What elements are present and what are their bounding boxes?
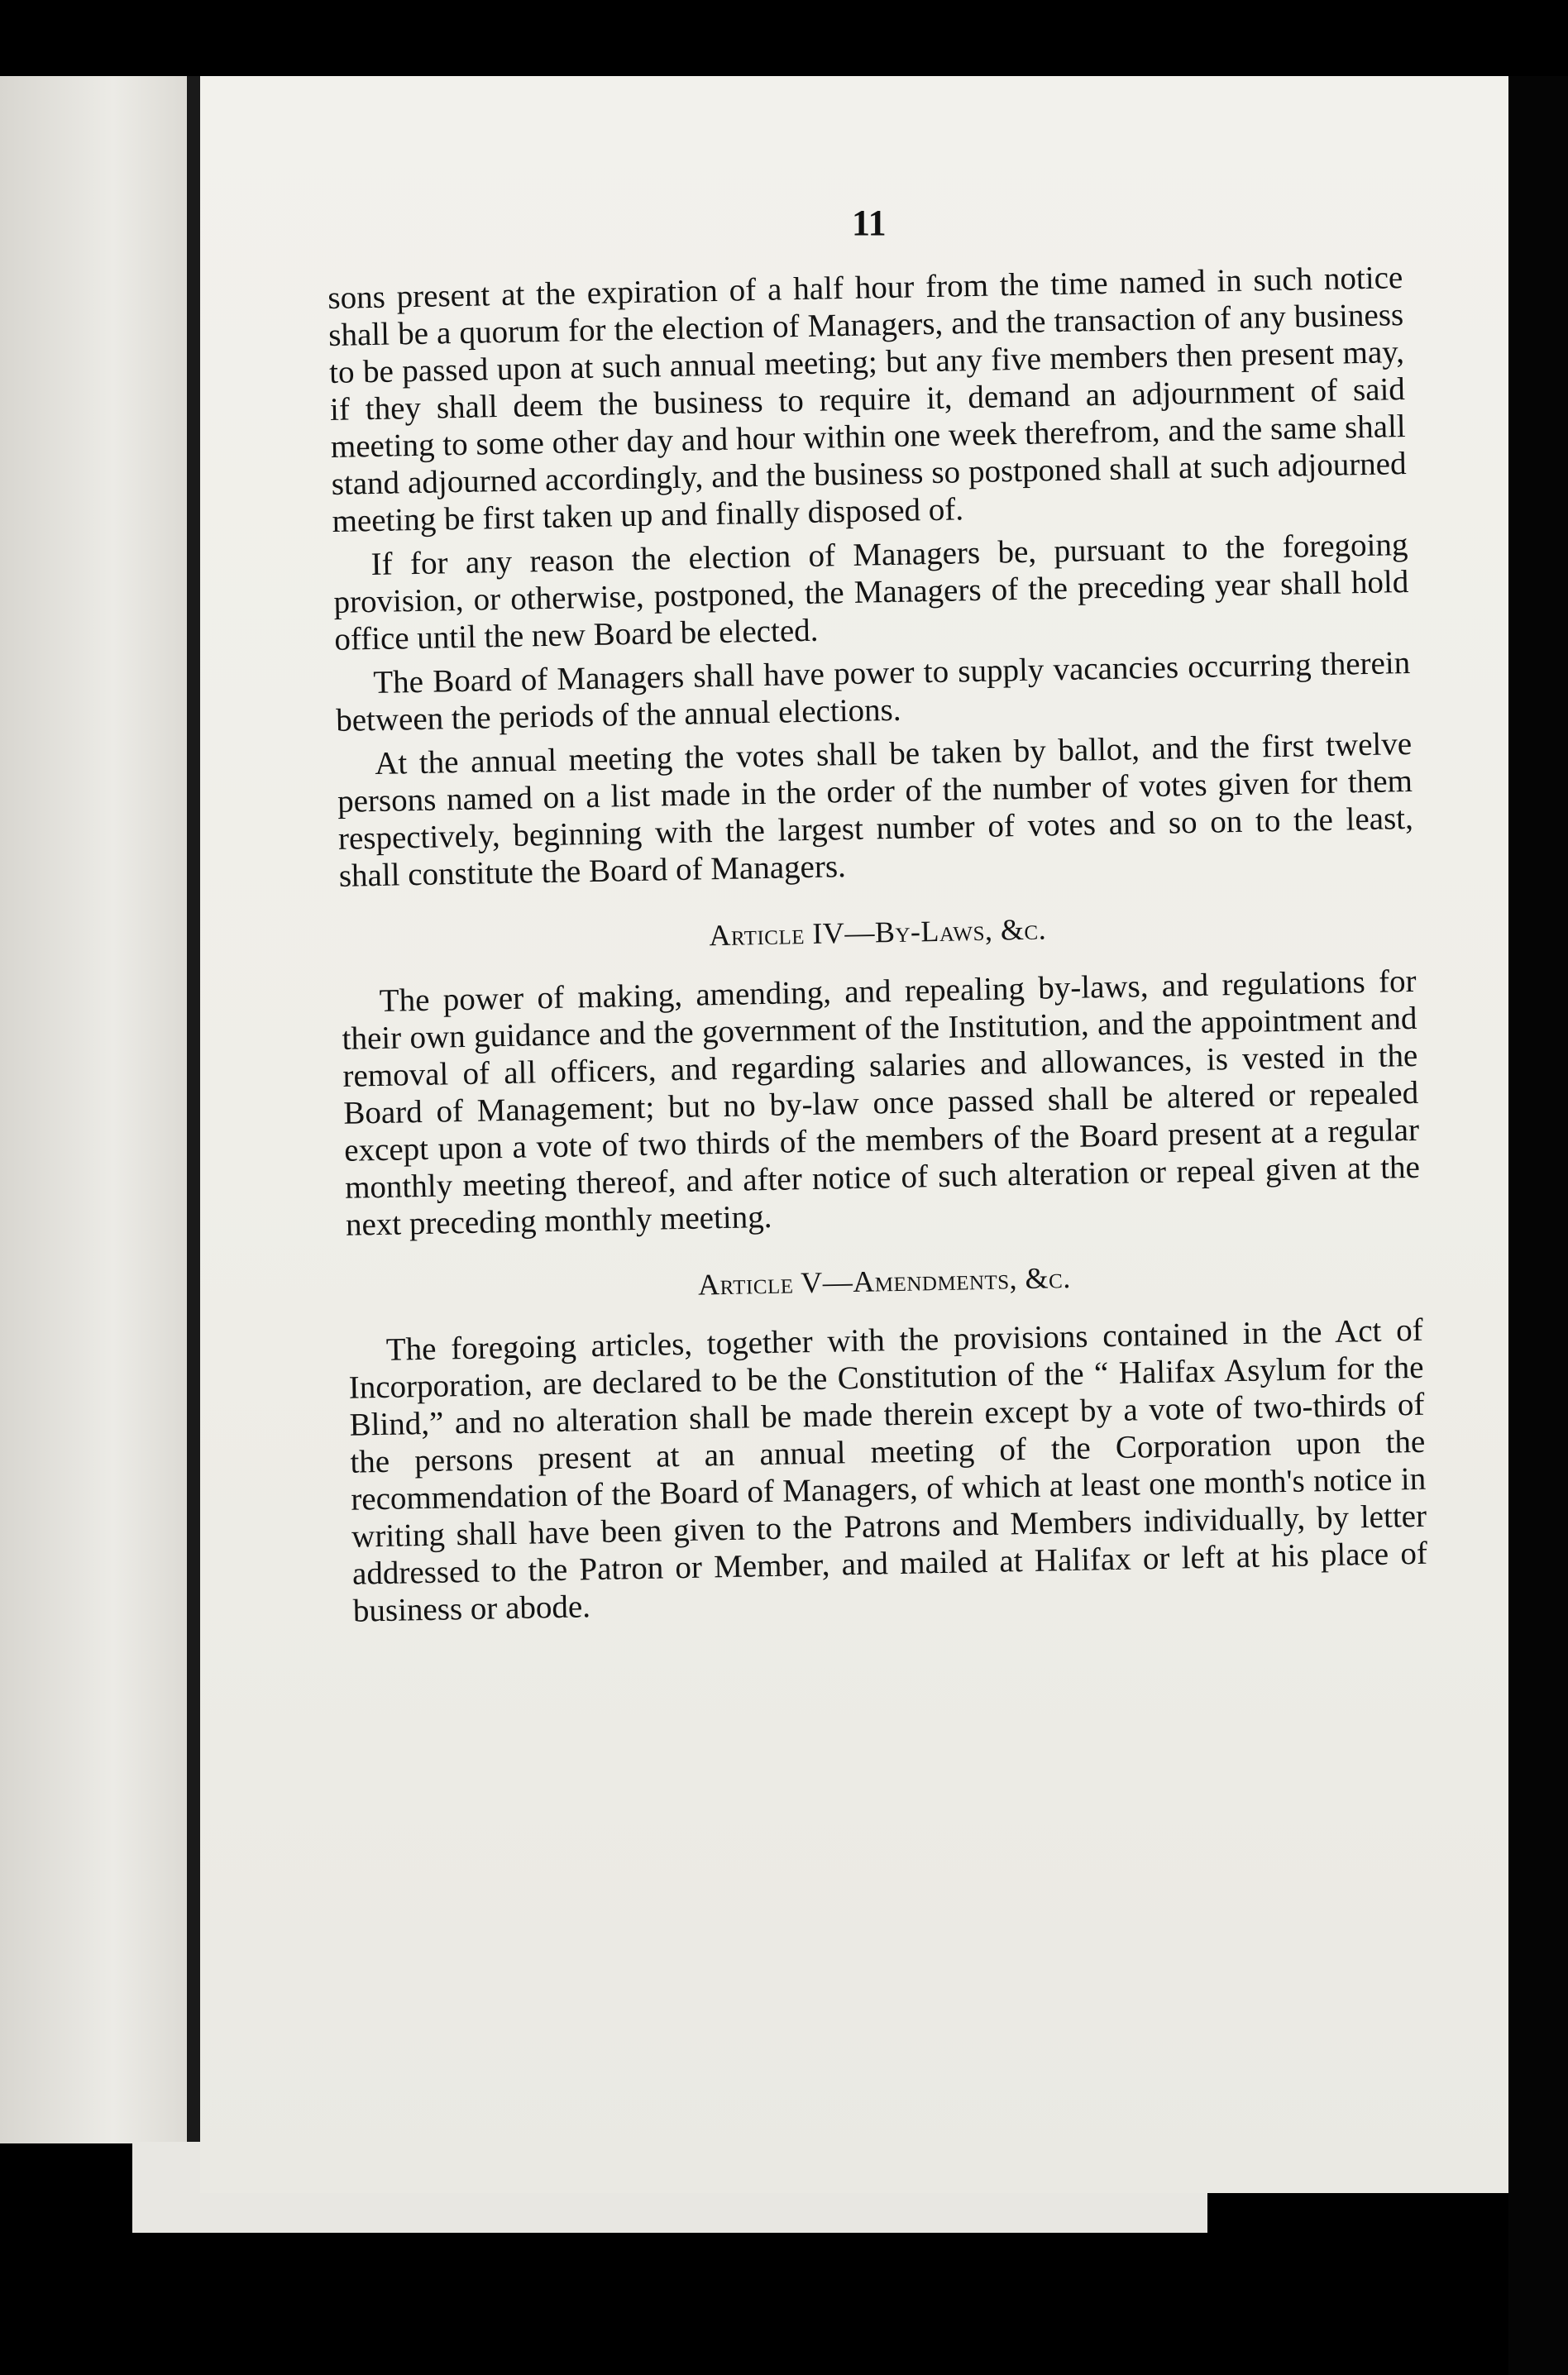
- article-iv-text: The power of making, amending, and repealing by-laws, and regulations for their own guidance and the government of the Institution, and the appointment and removal of all officers, and regarding salaries and allowances, is vested in the Board of Management; but no by-law once passed shall be altered or repealed except upon a vote of two thirds of the members of the Board present at a regular monthly meeting thereof, and after notice of such alteration or repeal given at the next preceding monthly meeting.: [342, 963, 1421, 1243]
- paragraph-ballot: At the annual meeting the votes shall be taken by ballot, and the first twelve persons named on a list made in the order of the number of votes given for them respectively, beginning with the largest number of votes and so on to the least, shall constitute the Board of Managers.: [337, 725, 1414, 894]
- paragraph-postponement: If for any reason the election of Managers be, pursuant to the foregoing provision, or otherwise, postponed, the Managers of the preceding year shall hold office until the new Board be elected.: [333, 526, 1409, 657]
- book-gutter: [187, 76, 200, 2152]
- article-iv-heading: Article IV—By-Laws, &c.: [709, 912, 1047, 953]
- right-margin-shadow: [1508, 76, 1568, 2375]
- page-body: [327, 259, 1428, 1637]
- article-v-text: The foregoing articles, together with the provisions contained in the Act of Incorporation, are declared to be the Constitution of the “ Halifax Asylum for the Blind,” and no alteration shall be made therein except by a vote of two-thirds of the persons present at an annual meeting of the Corporation upon the recommendation of the Board of Managers, of which at least one month's notice in writing shall have been given to the Patrons and Members individually, by letter addressed to the Patron or Member, and mailed at Halifax or left at his place of business or abode.: [348, 1312, 1428, 1629]
- previous-page-edge: [0, 76, 189, 2143]
- paragraph-vacancies: The Board of Managers shall have power to supply vacancies occurring therein between the periods of the annual elections.: [335, 644, 1411, 738]
- paragraph-quorum: sons present at the expiration of a half hour from the time named in such notice shall be a quorum for the election of Managers, and the transaction of any business to be passed upon at such annual meeting; but any five members then present may, if they shall deem the business to require it, demand an adjournment of said meeting to some other day and hour within one week therefrom, and the same shall stand adjourned accordingly, and the business so postponed shall at such adjourned meeting be first taken up and finally disposed of.: [327, 260, 1407, 539]
- page-number: 11: [852, 203, 887, 243]
- article-v-heading: Article V—Amendments, &c.: [697, 1260, 1072, 1302]
